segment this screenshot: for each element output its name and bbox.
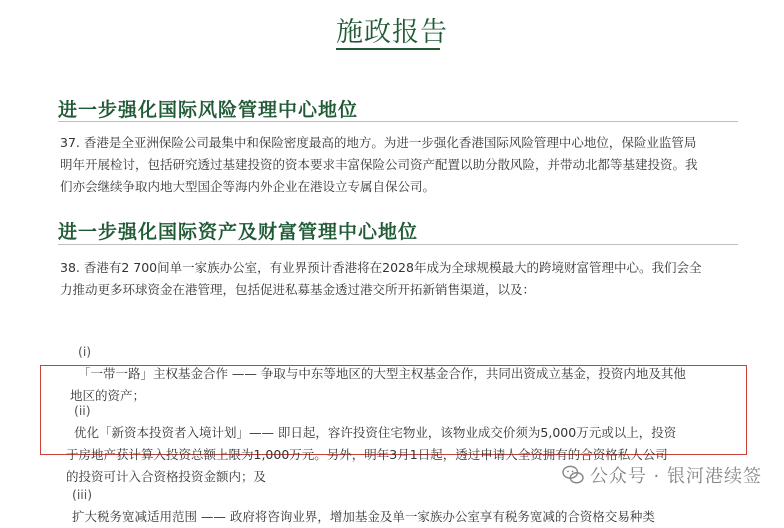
section-divider: [58, 244, 738, 245]
list-marker: (ii): [73, 403, 91, 418]
watermark: [562, 462, 762, 488]
watermark-text: 公众号 · 银河港续签: [589, 466, 762, 487]
list-marker: (iii): [71, 487, 93, 502]
wechat-icon: [562, 465, 584, 485]
list-text: 优化「新资本投资者入境计划」—— 即日起，容许投资住宅物业，该物业成交价须为5,000万元或以上，投资 于房地产获计算入投资总额上限为1,000万元。另外，明年3月1日起，透过申请人全资拥有的合资格私人公司 的投资可计入合资格投资金额内；及: [66, 425, 677, 484]
paragraph-37: 37. 香港是全亚洲保险公司最集中和保险密度最高的地方。为进一步强化香港国际风险管理中心地位，保险业监管局 明年开展检讨，包括研究透过基建投资的资本要求丰富保险公司资产配置以助分散风险，并带动北都等基建投资。我 们亦会继续争取内地大型国企等海内外企业在港设立专属自保公司。: [60, 135, 698, 194]
section-heading-wealth: 进一步强化国际资产及财富管理中心地位: [58, 221, 419, 243]
title-underline: [336, 48, 440, 50]
list-marker: (i): [77, 344, 92, 359]
page-title: 施政报告: [336, 17, 448, 48]
list-text: 「一带一路」主权基金合作 —— 争取与中东等地区的大型主权基金合作，共同出资成立基金，投资内地及其他 地区的资产；: [70, 366, 686, 403]
list-text: 扩大税务宽减适用范围 —— 政府将咨询业界，增加基金及单一家族办公室享有税务宽减的合资格交易种类: [71, 509, 655, 524]
section-heading-risk: 进一步强化国际风险管理中心地位: [58, 99, 359, 121]
paragraph-38: 38. 香港有2 700间单一家族办公室，有业界预计香港将在2028年成为全球规模最大的跨境财富管理中心。我们会全 力推动更多环球资金在港管理，包括促进私募基金透过港交所开拓新销售渠道，以及：: [60, 260, 702, 297]
section-divider: [58, 121, 738, 122]
